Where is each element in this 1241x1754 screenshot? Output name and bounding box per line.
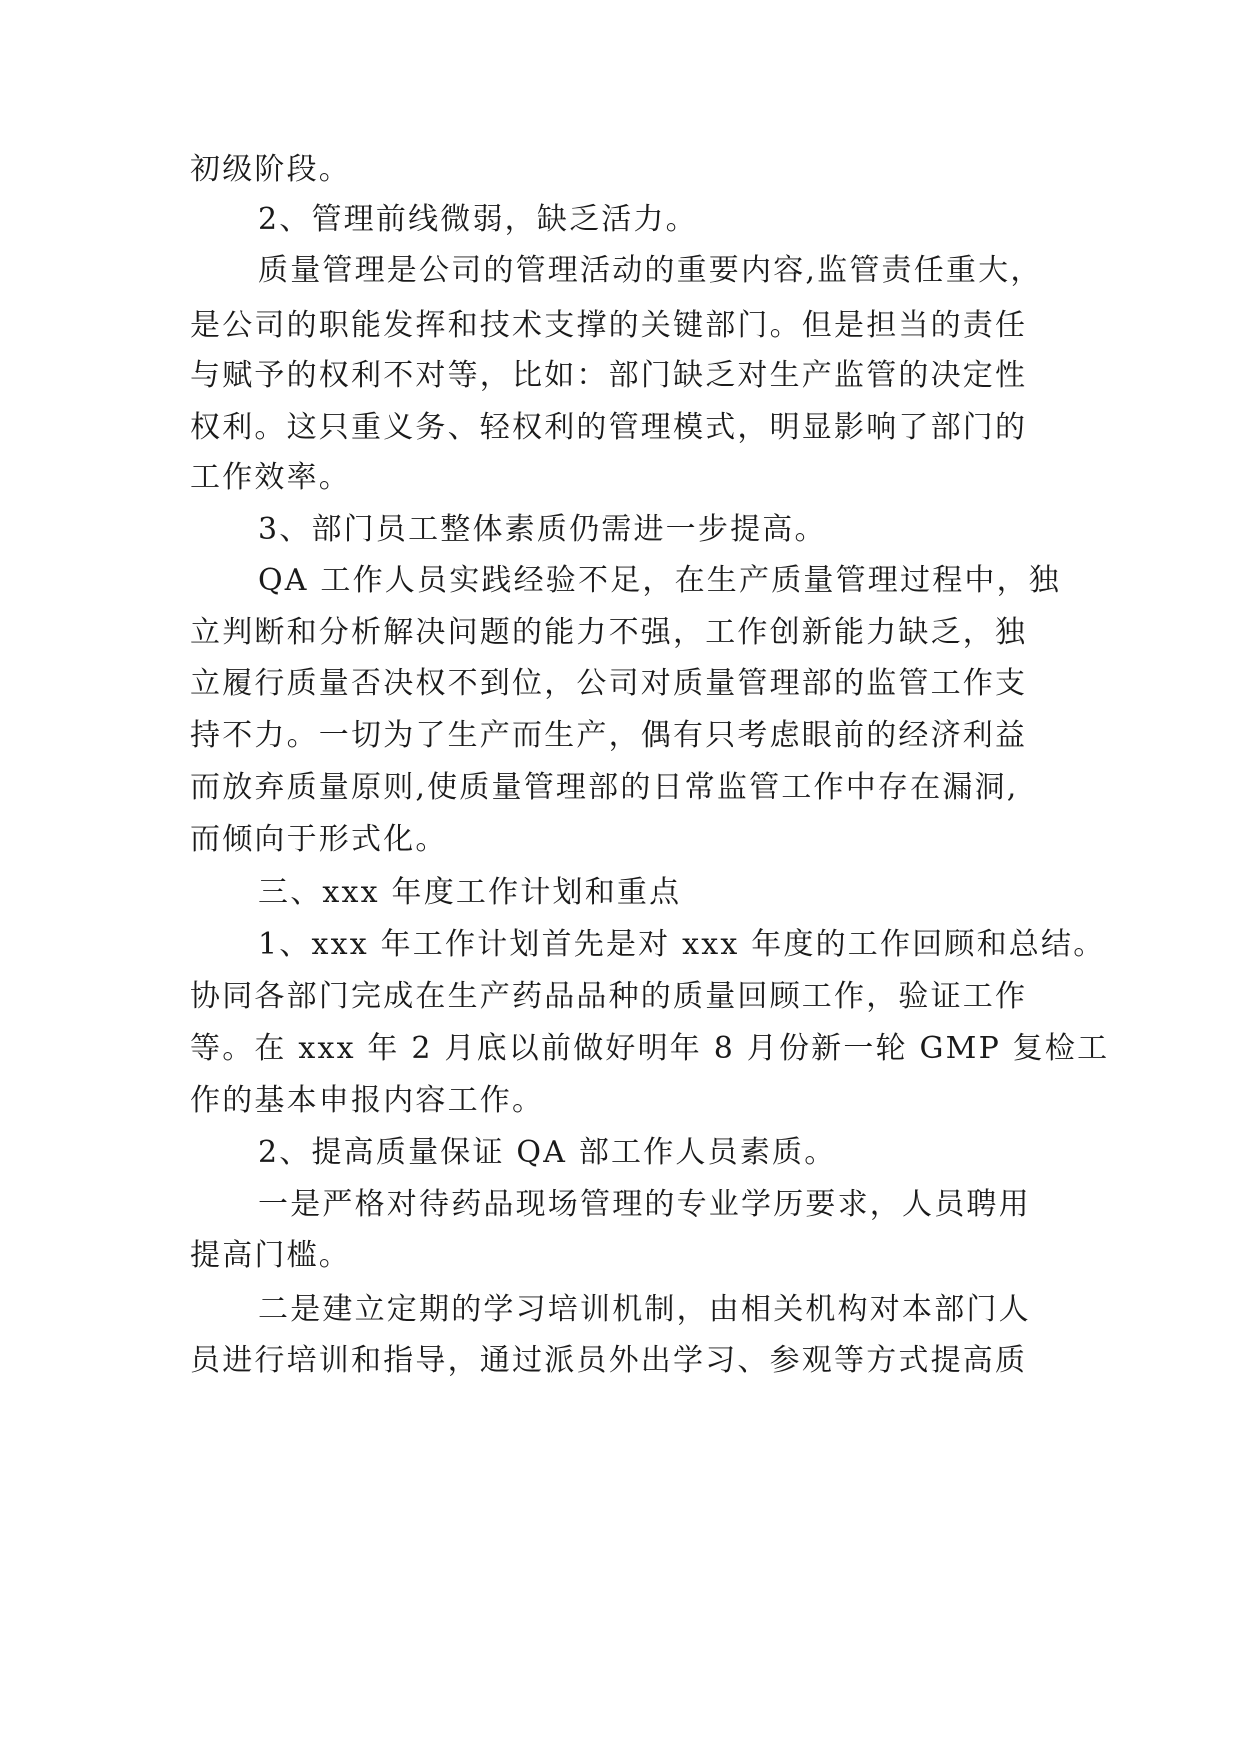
- text-line: 等。在 xxx 年 2 月底以前做好明年 8 月份新一轮 GMP 复检工: [190, 1031, 1110, 1066]
- text-line: 而倾向于形式化。: [190, 822, 448, 857]
- text-line: 立判断和分析解决问题的能力不强，工作创新能力缺乏，独: [190, 615, 1028, 650]
- text-line: 权利。这只重义务、轻权利的管理模式，明显影响了部门的: [190, 410, 1028, 445]
- text-line: 协同各部门完成在生产药品品种的质量回顾工作，验证工作: [190, 979, 1028, 1014]
- text-line: 1、xxx 年工作计划首先是对 xxx 年度的工作回顾和总结。: [258, 927, 1106, 962]
- text-line: 提高门槛。: [190, 1238, 351, 1273]
- text-line: 工作效率。: [190, 460, 351, 495]
- text-line: 初级阶段。: [190, 152, 351, 187]
- text-line: 一是严格对待药品现场管理的专业学历要求，人员聘用: [258, 1187, 1031, 1222]
- text-line: 二是建立定期的学习培训机制，由相关机构对本部门人: [258, 1292, 1031, 1327]
- text-line: 与赋予的权利不对等，比如：部门缺乏对生产监管的决定性: [190, 358, 1028, 393]
- text-line: 三、xxx 年度工作计划和重点: [258, 875, 682, 910]
- text-line: 2、管理前线微弱，缺乏活力。: [258, 202, 698, 237]
- text-line: 2、提高质量保证 QA 部工作人员素质。: [258, 1135, 837, 1170]
- text-line: 员进行培训和指导，通过派员外出学习、参观等方式提高质: [190, 1343, 1028, 1378]
- text-line: 作的基本申报内容工作。: [190, 1083, 545, 1118]
- text-line: QA 工作人员实践经验不足，在生产质量管理过程中，独: [258, 563, 1061, 598]
- text-line: 是公司的职能发挥和技术支撑的关键部门。但是担当的责任: [190, 308, 1028, 343]
- text-line: 持不力。一切为了生产而生产，偶有只考虑眼前的经济利益: [190, 718, 1028, 753]
- text-line: 立履行质量否决权不到位，公司对质量管理部的监管工作支: [190, 666, 1028, 701]
- text-line: 3、部门员工整体素质仍需进一步提高。: [258, 512, 827, 547]
- text-line: 而放弃质量原则,使质量管理部的日常监管工作中存在漏洞,: [190, 770, 1019, 805]
- text-line: 质量管理是公司的管理活动的重要内容,监管责任重大，: [258, 253, 1043, 288]
